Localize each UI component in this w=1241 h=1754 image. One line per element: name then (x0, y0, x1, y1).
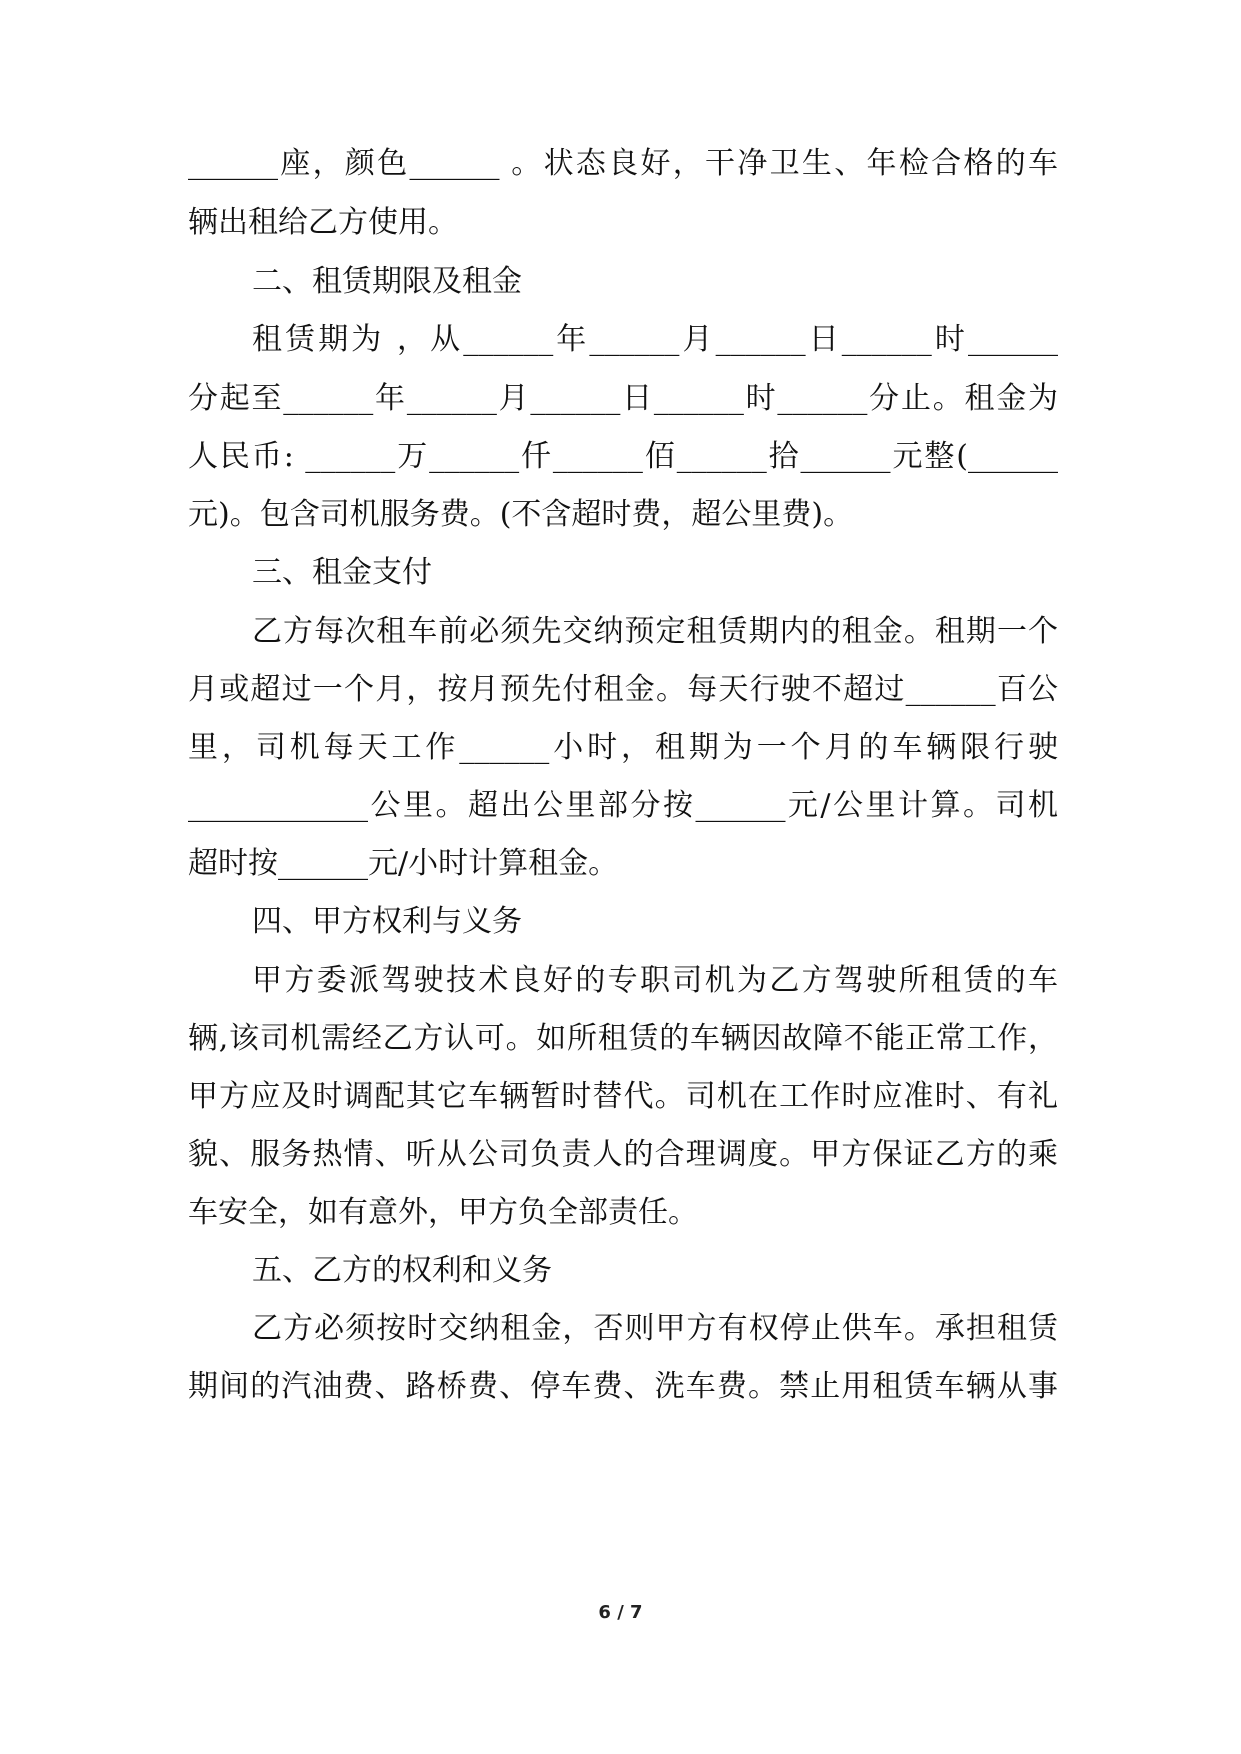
section-heading-5: 五、乙方的权利和义务 (252, 1253, 552, 1288)
text-line: 超时按______元/小时计算租金。 (188, 846, 619, 881)
text-line: 乙方必须按时交纳租金，否则甲方有权停止供车。承担租赁 (252, 1311, 1058, 1346)
text-line: ______座，颜色______ 。状态良好，干净卫生、年检合格的车 (188, 146, 1058, 181)
text-line: 甲方应及时调配其它车辆暂时替代。司机在工作时应准时、有礼 (188, 1079, 1058, 1114)
text-line: 辆,该司机需经乙方认可。如所租赁的车辆因故障不能正常工作， (188, 1021, 1058, 1056)
text-line: 里，司机每天工作______小时，租期为一个月的车辆限行驶 (188, 730, 1058, 765)
section-heading-2: 二、租赁期限及租金 (252, 264, 522, 299)
text-line: 车安全，如有意外，甲方负全部责任。 (188, 1195, 698, 1230)
text-line: 甲方委派驾驶技术良好的专职司机为乙方驾驶所租赁的车 (252, 963, 1058, 998)
text-line: ____________公里。超出公里部分按______元/公里计算。司机 (188, 788, 1058, 823)
text-line: 月或超过一个月，按月预先付租金。每天行驶不超过______百公 (188, 672, 1058, 707)
text-line: 辆出租给乙方使用。 (188, 205, 458, 240)
text-line: 分起至______年______月______日______时______分止。租金为 (188, 381, 1058, 416)
text-line: 人民币: ______万______仟______佰______拾______元整(______ (188, 439, 1058, 474)
section-heading-3: 三、租金支付 (252, 555, 432, 590)
text-line: 貌、服务热情、听从公司负责人的合理调度。甲方保证乙方的乘 (188, 1137, 1058, 1172)
page-number: 6 / 7 (598, 1602, 643, 1623)
section-heading-4: 四、甲方权利与义务 (252, 904, 522, 939)
text-line: 期间的汽油费、路桥费、停车费、洗车费。禁止用租赁车辆从事 (188, 1369, 1058, 1404)
text-line: 租赁期为 ，从______年______月______日______时______ (252, 322, 1058, 357)
text-line: 乙方每次租车前必须先交纳预定租赁期内的租金。租期一个 (252, 614, 1058, 649)
text-line: 元)。包含司机服务费。(不含超时费，超公里费)。 (188, 497, 854, 532)
